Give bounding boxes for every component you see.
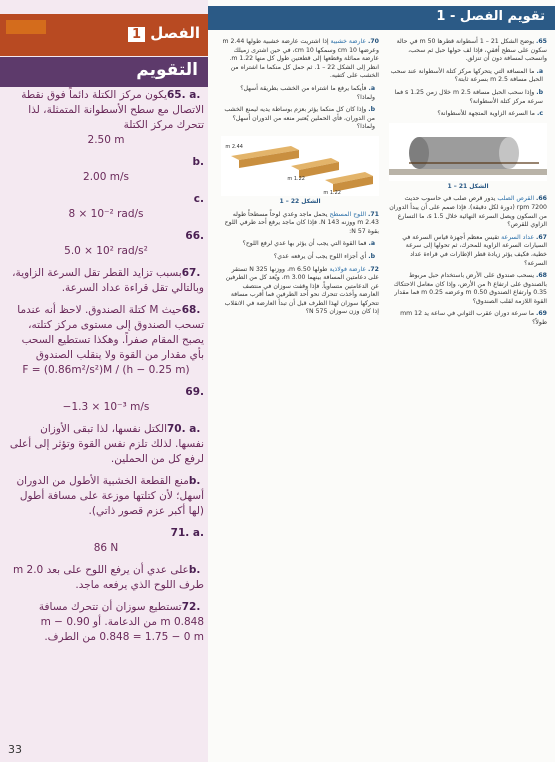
evaluation-header <box>0 57 208 87</box>
answer-text: بسبب تزايد القطر تقل السرعة الزاوية، وبالتالي تقل قراءة عداد السرعة. <box>12 267 204 294</box>
question-number: c. <box>536 110 543 118</box>
question-number: 68. <box>536 272 547 280</box>
question-text: فأيكما يرفع ما اشتراه من الخشب بطريقة أسهل؟ ولماذا؟ <box>240 84 375 101</box>
question-item <box>389 234 547 268</box>
questions-column-left <box>221 38 379 321</box>
answer-column <box>0 0 208 762</box>
question-page <box>208 0 555 762</box>
question-text: تقيس معظم أجهزة قياس السرعة في السيارات السرعة الزاوية للمحرك، ثم تحولها إلى سرعة خطية، فكيف يؤثر زيادة قطر الإطارات في قراءة عداد السرعة؟ <box>402 233 547 267</box>
answer-item <box>8 526 204 556</box>
answer-text: الكتل نفسها، لذا تبقى الأوزان نفسها. لذلك تلزم نفس القوة وتؤثر إلى أعلى لرفع كل من الحملين. <box>9 423 204 465</box>
question-item <box>389 89 543 106</box>
answers-list <box>8 88 204 652</box>
question-number: b. <box>368 252 375 260</box>
question-text: إذا اشتريت عارضة خشبية طولها 2.44 m وعرضها 10 cm وسمكها 10 cm، في حين اشترى زميلك عارضة مماثلة وقطعها إلى قطعتين طول كل منها 1.22 m. انظر إلى الشكل 22 – 1. ثم حمل كل منكما ما اشتراه من الخشب على كتفيه. <box>222 38 379 80</box>
question-item <box>389 110 543 119</box>
answer-item <box>8 600 204 645</box>
question-number: 72. <box>368 265 379 273</box>
question-topic: اللوح المسطح <box>329 210 367 218</box>
question-number: 65. <box>536 38 547 45</box>
question-topic: عداد السرعة <box>501 233 535 241</box>
question-item <box>221 38 379 81</box>
chapter-decoration <box>6 20 46 34</box>
chapter-label: الفصل <box>150 24 200 42</box>
question-number: a. <box>536 67 543 75</box>
question-text: ما المسافة التي يتحركها مركز كتلة الأسطوانة عند سحب الحبل مسافة 2.5 m بسرعة ثابتة؟ <box>390 67 543 84</box>
question-item <box>389 310 547 327</box>
question-item <box>389 68 543 85</box>
answer-value: 2.00 m/s <box>83 171 129 183</box>
answer-text: منع القطعة الخشبية الأطول من الدوران أسهل؛ لأن كتلتها موزعة على مسافة أطول (لها أكبر عزم قصور ذاتي). <box>16 475 204 517</box>
figure-caption: الشكل 21 – 1 <box>447 182 489 190</box>
answer-item <box>8 266 204 296</box>
answer-item <box>8 385 204 415</box>
answer-number: 70. a. <box>167 423 204 435</box>
question-item <box>221 266 379 318</box>
question-number: b. <box>368 106 375 114</box>
wood-beams-illustration <box>221 136 379 196</box>
question-topic: عارضة خشبية <box>330 38 367 45</box>
chapter-number: 1 <box>128 27 145 42</box>
answer-item <box>8 88 204 148</box>
question-text: ما سرعة دوران عقرب الثواني في ساعة يد 12 mm طولاً؟ <box>400 310 547 327</box>
question-item <box>221 240 375 249</box>
question-item <box>221 211 379 237</box>
answer-number: 71. a. <box>170 527 204 539</box>
answer-value: 8 × 10⁻² rad/s <box>68 208 144 220</box>
question-number: 70. <box>368 38 379 45</box>
page-number: 33 <box>8 743 22 756</box>
question-number: 69. <box>536 310 547 318</box>
question-number: b. <box>536 88 543 96</box>
question-header-title: تقويم الفصل - 1 <box>436 9 545 24</box>
question-text: يوضح الشكل 21 – 1 أسطوانة قطرها 50 m في حالة سكون على سطح أفقي، فإذا لف حولها حبل ثم سحب، وانسحب لمسافة دون أن تنزلق. <box>396 38 547 63</box>
question-text: يسحب صندوق على الأرض باستخدام حبل مربوط بالصندوق على ارتفاع h من الأرض، وإذا كان معامل الاحتكاك 0.35 وارتفاع الصندوق 0.50 m وعرضه 0.25 m فما مقدار القوة اللازمة لقلب الصندوق؟ <box>393 272 547 305</box>
answer-item <box>8 192 204 222</box>
question-item <box>389 38 547 64</box>
question-topic: عارضة فولاذية <box>329 265 367 273</box>
question-topic: القرص الصلب <box>497 195 535 203</box>
question-number: a. <box>368 240 375 248</box>
answer-value: 2.50 m <box>87 134 125 146</box>
evaluation-title: التقويم <box>136 60 198 80</box>
answer-text: حيث M كتلة الصندوق. لاحظ أنه عندما تسحب الصندوق إلى مستوى مركز كتلته، يصبح المقام صفراً. وهكذا تستطيع السحب بأي مقدار من القوة ولا ينقلب الصندوق <box>17 304 204 361</box>
chapter-bar <box>0 14 208 56</box>
beam-length-label: 1.22 m <box>323 189 341 196</box>
answer-number: 66. <box>185 230 204 242</box>
question-text: وإذا سحب الحبل مسافة 2.5 m خلال زمن 1.25 s فما سرعة مركز كتلة الأسطوانة؟ <box>394 88 543 105</box>
answer-text: تستطيع سوزان أن تتحرك مسافة 0.848 m من الدعامة. أو 0.90 m − 0.848 = 1.75 − 0 m من الطرف. <box>38 601 204 643</box>
question-text: يدور قرص صلب في حاسوب حديث 7200 rpm (دورة لكل دقيقة). فإذا صمم على أن يبدأ الدوران من السكون ويصل السرعة النهائية خلال 1.5 s، ما التسارع الزاوي للقرص؟ <box>389 195 547 229</box>
question-number: a. <box>368 84 375 92</box>
answer-text: على عدي أن يرفع اللوح على بعد 2.0 m طرف اللوح الذي يرفعه ماجد. <box>12 564 204 591</box>
answer-number: b. <box>188 564 204 576</box>
cylinder-figure <box>389 123 547 181</box>
answer-number: 72. <box>181 601 204 613</box>
answer-value: 5.0 × 10² rad/s² <box>64 245 148 257</box>
answer-item <box>8 422 204 467</box>
question-text: ما السرعة الزاوية المتجهة للأسطوانة؟ <box>437 110 535 118</box>
question-item <box>389 272 547 306</box>
answer-item <box>8 563 204 593</box>
question-number: 71. <box>368 210 379 218</box>
question-text: يحمل ماجد وعدي لوحاً مسطحاً طوله 2.43 m ووزنه 143 N. فإذا كان ماجد يرفع أحد طرفي اللوح بقوة 57 N: <box>224 210 379 235</box>
beam-length-label: 1.22 m <box>287 175 305 182</box>
question-text: فما القوة التي يجب أن يؤثر بها عدي لرفع اللوح؟ <box>242 240 367 248</box>
answer-item <box>8 474 204 519</box>
cylinder-illustration <box>389 123 547 181</box>
answer-number: 68. <box>181 304 204 316</box>
answer-value: 86 N <box>93 542 119 554</box>
answer-value: −1.3 × 10⁻³ m/s <box>62 401 150 413</box>
question-item <box>221 106 375 132</box>
answer-item <box>8 229 204 259</box>
question-item <box>221 253 375 262</box>
question-item <box>389 195 547 229</box>
question-item <box>221 85 375 102</box>
question-text: وإذا كان كل منكما يؤثر بعزم بوساطة يديه ليمنع الخشب من الدوران، فأي الحملين يُعتبر منعه من الدوران أسهل؟ ولماذا؟ <box>224 106 375 131</box>
answer-number: 65. a. <box>167 89 204 101</box>
answer-number: b. <box>188 475 204 487</box>
beam-length-label: 2.44 m <box>225 143 243 150</box>
answer-value: F = (0.86m²/s²)M / (h − 0.25 m) <box>22 364 190 376</box>
question-header <box>208 6 555 30</box>
question-text: أي أجزاء اللوح يجب أن يرفعه عدي؟ <box>273 252 367 260</box>
answer-number: 67. <box>181 267 204 279</box>
figure-caption: الشكل 22 – 1 <box>279 197 321 205</box>
answer-number: 69. <box>185 386 204 398</box>
question-number: 67. <box>536 233 547 241</box>
question-text: طولها 6.50 m، ووزنها 325 N تستقر على دعامتين المسافة بينهما 3.00 m، ويُعد كل من الطرفين عن الدعامتين متساوياً. فإذا وقفت سوزان في منتصف العارضة وأخذت تتحرك نحو أحد الطرفين فما أقرب مسافة تتحركها سوزان لهذا الطرف قبل أن تبدأ العارضة في الانقلاب إذا كان وزن سوزان 575 N؟ <box>224 265 379 316</box>
question-number: 66. <box>536 195 547 203</box>
answer-text: يكون مركز الكتلة دائماً فوق نقطة الاتصال مع سطح الأسطوانة المتمثلة، لذا تتحرك مركز الكتلة <box>21 89 204 131</box>
chapter-title <box>124 24 200 42</box>
answer-number: c. <box>193 193 204 205</box>
questions-column-right <box>389 38 547 332</box>
wood-beams-figure <box>221 136 379 196</box>
answer-number: b. <box>192 156 204 168</box>
answer-item <box>8 303 204 378</box>
answer-item <box>8 155 204 185</box>
